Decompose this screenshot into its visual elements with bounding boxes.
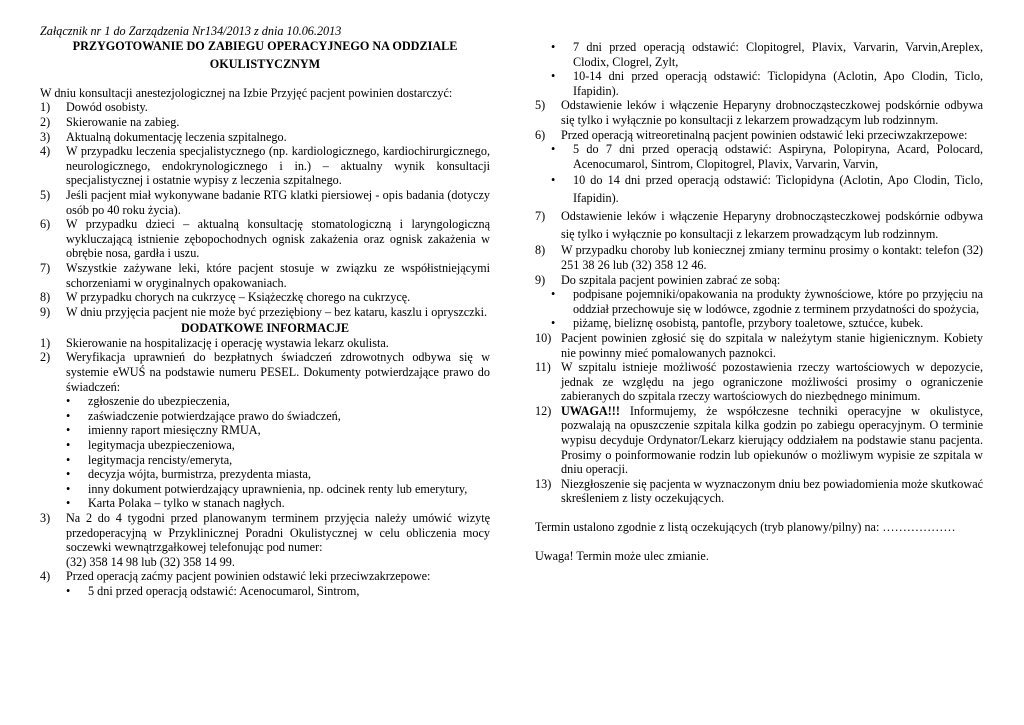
list-item: 2) Skierowanie na zabieg.: [40, 114, 180, 129]
bullet-icon: •: [551, 287, 556, 302]
list-item: 1) Dowód osobisty.: [40, 100, 148, 115]
bullet-icon: •: [551, 69, 556, 84]
page-title-line-1: PRZYGOTOWANIE DO ZABIEGU OPERACYJNEGO NA ODDZIALE: [72, 38, 458, 53]
intro-paragraph: W dniu konsultacji anestezjologicznej na Izbie Przyjęć pacjent powinien dostarczyć:: [40, 85, 453, 100]
list-item: 7) Wszystkie zażywane leki, które pacjent stosuje w związku ze współistniejącymi schorzeniami w oryginalnych opakowaniach.: [40, 260, 490, 290]
clinic-phone: (32) 358 14 98 lub (32) 358 14 99.: [66, 554, 235, 569]
bullet-icon: •: [551, 40, 556, 54]
bullet-item: • piżamę, bieliznę osobistą, pantofle, przybory toaletowe, sztućce, kubek.: [551, 316, 924, 331]
bullet-item: • inny dokument potwierdzający uprawnienia, np. odcinek renty lub emerytury,: [66, 481, 468, 496]
right-list-a: [535, 98, 983, 142]
list-item: 4) Przed operacją zaćmy pacjent powinien odstawić leki przeciwzakrzepowe:: [40, 569, 431, 584]
bullet-icon: •: [66, 452, 71, 467]
list-item: 12) UWAGA!!! Informujemy, że współczesne techniki operacyjne w okulistyce, pozwalają na opuszczenie szpitala kilka godzin po zabiegu operacyjnym. O terminie wypisu decyduje Ordynator/Lekarz kierujący oddziałem na podstawie stanu pacjenta. Prosimy o poinformowanie rodzin lub opiekunów o możliwym wypisie ze szpitala w dniu operacji.: [535, 403, 983, 477]
appointment-term: Termin ustalono zgodnie z listą oczekujących (tryb planowy/pilny) na: ………………: [535, 520, 956, 535]
bullet-item: • 7 dni przed operacją odstawić: Clopitogrel, Plavix, Varvarin, Varvin,Areplex, Clodix, Clogrel, Zylt,: [551, 40, 983, 69]
right-column: [535, 40, 983, 563]
header-note: Załącznik nr 1 do Zarządzenia Nr134/2013 z dnia 10.06.2013: [40, 24, 342, 38]
bullet-item: • decyzja wójta, burmistrza, prezydenta miasta,: [66, 467, 312, 482]
list-item: 5) Odstawienie leków i włączenie Heparyny drobnocząsteczkowej podskórnie odbywa się tylko i wyłącznie po konsultacji z lekarzem prowadzącym lub rodzinnym.: [535, 98, 983, 127]
bullet-item: • zaświadczenie potwierdzające prawo do świadczeń,: [66, 408, 341, 423]
entitlement-documents-list: [40, 394, 490, 511]
bullet-icon: •: [66, 394, 71, 409]
bullet-icon: •: [66, 423, 71, 438]
bullet-icon: •: [66, 438, 71, 453]
list-item: 9) Do szpitala pacjent powinien zabrać ze sobą:: [535, 272, 781, 287]
bullet-item: • 10 do 14 dni przed operacją odstawić: Ticlopidyna (Aclotin, Apo Clodin, Ticlo, Ifapidin).: [551, 173, 983, 206]
list-item: 7) Odstawienie leków i włączenie Heparyny drobnocząsteczkowej podskórnie odbywa się tylko i wyłącznie po konsultacji z lekarzem prowadzącym lub rodzinnym.: [535, 209, 983, 242]
bullet-icon: •: [66, 481, 71, 496]
left-column: [40, 24, 490, 599]
bullet-item: • podpisane pojemniki/opakowania na produkty żywnościowe, które po przyjęciu na oddział przechowuje się w lodówce, zgodnie z terminem przydatności do spożycia,: [551, 287, 983, 316]
required-documents-list: [40, 100, 490, 319]
list-item: 11) W szpitalu istnieje możliwość pozostawienia rzeczy wartościowych w depozycie, jednak ze względu na jego ograniczone możliwości prosimy o ograniczenie zabieranych do szpitala rzeczy wartościowych do niezbędnego minimum.: [535, 360, 983, 404]
bullet-icon: •: [66, 583, 71, 598]
bullet-icon: •: [551, 142, 556, 157]
bullet-icon: •: [66, 467, 71, 482]
bullet-icon: •: [66, 408, 71, 423]
bullet-icon: •: [551, 316, 556, 331]
bullet-item: • imienny raport miesięczny RMUA,: [66, 423, 261, 438]
bullet-item: • 5 dni przed operacją odstawić: Acenocumarol, Sintrom,: [66, 583, 360, 598]
bullet-icon: •: [66, 496, 71, 511]
bullet-item: • 5 do 7 dni przed operacją odstawić: Aspiryna, Polopiryna, Acard, Polocard, Acenocumarol, Sintrom, Clopitogrel, Plavix, Varvarin, Varvin,: [551, 142, 983, 171]
list-item: 6) Przed operacją witreoretinalną pacjent powinien odstawić leki przeciwzakrzepowe:: [535, 127, 968, 142]
bullet-item: • Karta Polaka – tylko w stanach nagłych.: [66, 496, 285, 511]
cataract-drugs-list-cont: [535, 40, 983, 98]
bullet-item: • legitymacja ubezpieczeniowa,: [66, 438, 235, 453]
list-item: 3) Na 2 do 4 tygodni przed planowanym terminem przyjęcia należy umówić wizytę przedoperacyjną w Przyklinicznej Poradni Okulistycznej w celu obliczenia mocy soczewki wewnątrzgałkowej telefonując pod numer: (32) 358 14 98 lub (32) 358 14 99.: [40, 511, 490, 569]
list-item: 6) W przypadku dzieci – aktualną konsultację stomatologiczną i laryngologiczną wykluczającą istnienie zębopochodnych ognisk zakażenia oraz ognisk zakażenia w obrębie nosa, gardła i uszu.: [40, 217, 490, 261]
list-item: 9) W dniu przyjęcia pacjent nie może być przeziębiony – bez kataru, kaszlu i opryszczki.: [40, 304, 488, 319]
bullet-item: • zgłoszenie do ubezpieczenia,: [66, 394, 230, 409]
page-title-line-2: OKULISTYCZNYM: [209, 57, 321, 72]
list-item: 3) Aktualną dokumentację leczenia szpitalnego.: [40, 129, 287, 144]
list-item: 2) Weryfikacja uprawnień do bezpłatnych świadczeń zdrowotnych odbywa się w systemie eWUŚ na podstawie numeru PESEL. Dokumenty potwierdzające prawo do świadczeń:: [40, 350, 490, 394]
list-item: 8) W przypadku chorych na cukrzycę – Książeczkę chorego na cukrzycę.: [40, 290, 411, 305]
uwaga-label: UWAGA!!!: [561, 403, 620, 418]
list-item: 5) Jeśli pacjent miał wykonywane badanie RTG klatki piersiowej - opis badania (dotyczy osób po 40 roku życia).: [40, 187, 490, 217]
bullet-item: • 10-14 dni przed operacją odstawić: Ticlopidyna (Aclotin, Apo Clodin, Ticlo, Ifapidin).: [551, 69, 983, 98]
right-list-c: [535, 331, 983, 506]
list-item: 13) Niezgłoszenie się pacjenta w wyznaczonym dniu bez powiadomienia może skutkować skreśleniem z listy oczekujących.: [535, 476, 984, 506]
items-to-bring-list: [535, 287, 983, 331]
bullet-icon: •: [551, 173, 556, 188]
right-list-b: [535, 207, 983, 287]
bullet-item: • legitymacja rencisty/emeryta,: [66, 452, 233, 467]
vitreoretinal-drugs-list: [535, 142, 983, 207]
list-item: 1) Skierowanie na hospitalizację i operację wystawia lekarz okulista.: [40, 335, 389, 350]
cataract-drugs-list: [40, 584, 490, 599]
additional-info-list-cont: [40, 511, 490, 584]
section-title-additional-info: DODATKOWE INFORMACJE: [180, 321, 350, 336]
final-warning: Uwaga! Termin może ulec zmianie.: [535, 548, 709, 563]
list-item: 8) W przypadku choroby lub koniecznej zmiany terminu prosimy o kontakt: telefon (32) 251 38 26 lub (32) 358 12 46.: [535, 243, 983, 272]
additional-info-list: [40, 336, 490, 394]
list-item: 10) Pacjent powinien zgłosić się do szpitala w należytym stanie higienicznym. Kobiety nie powinny mieć pomalowanych paznokci.: [535, 330, 983, 360]
list-item: 4) W przypadku leczenia specjalistycznego (np. kardiologicznego, kardiochirurgicznego, neurologicznego, endokrynologicznego i in.) – aktualny wynik konsultacji specjalistycznej i ostatnie wypisy z leczenia szpitalnego.: [40, 144, 490, 188]
